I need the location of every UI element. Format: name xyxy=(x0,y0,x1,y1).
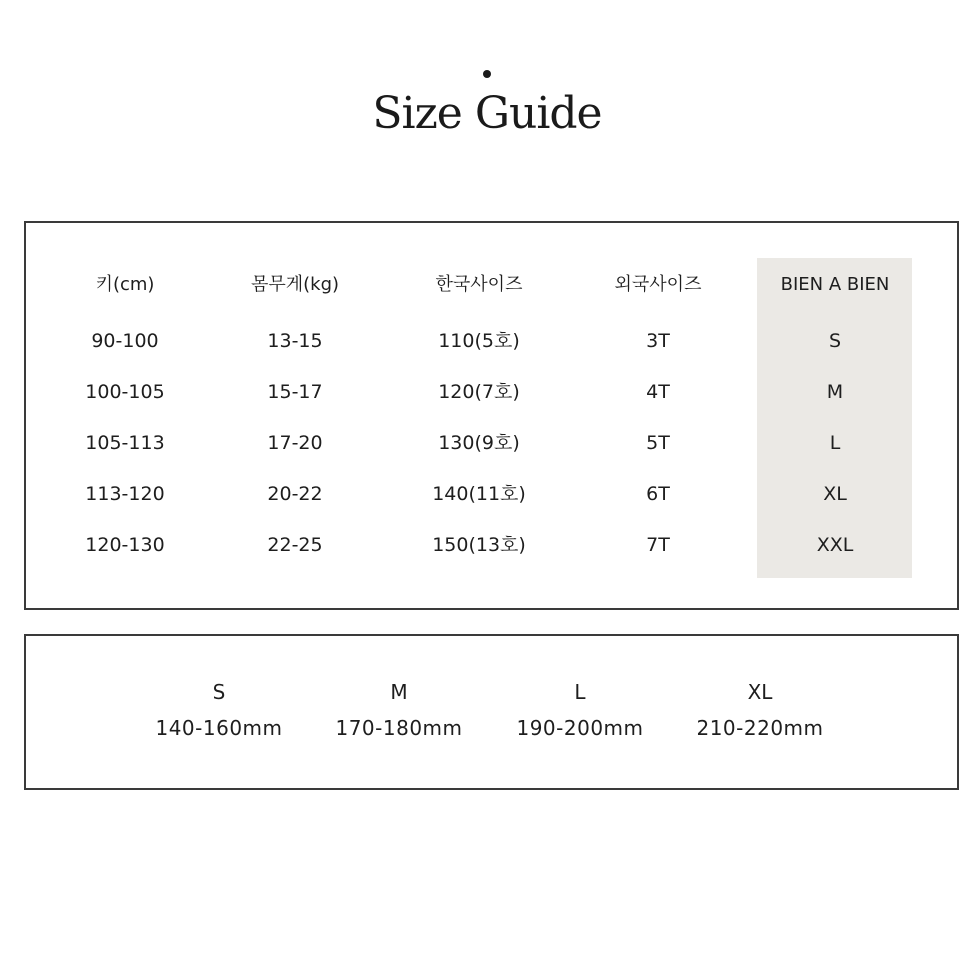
table-cell: XXL xyxy=(816,534,854,556)
table-cell: 7T xyxy=(646,534,670,556)
shoe-size-range: 170-180mm xyxy=(335,716,463,740)
table-cell: 140(11호) xyxy=(432,483,526,505)
shoe-size-label: L xyxy=(574,680,586,704)
table-cell: 110(5호) xyxy=(438,330,520,352)
shoe-size-label: M xyxy=(390,680,408,704)
table-cell: 17-20 xyxy=(267,432,323,454)
header-brand-size: BIEN A BIEN xyxy=(780,274,890,295)
table-cell: 20-22 xyxy=(267,483,323,505)
shoe-size-label: S xyxy=(212,680,226,704)
table-cell: 4T xyxy=(646,381,670,403)
table-cell: 105-113 xyxy=(85,432,165,454)
header-korean-size: 한국사이즈 xyxy=(435,274,523,295)
table-cell: 120(7호) xyxy=(438,381,520,403)
header-height: 키(cm) xyxy=(95,274,155,295)
table-cell: S xyxy=(828,330,842,352)
title-dot xyxy=(483,70,491,78)
page-title: Size Guide xyxy=(372,88,602,139)
shoe-size-range: 140-160mm xyxy=(155,716,283,740)
table-cell: 22-25 xyxy=(267,534,323,556)
table-cell: 15-17 xyxy=(267,381,323,403)
table-cell: XL xyxy=(823,483,847,505)
table-cell: L xyxy=(829,432,841,454)
table-cell: 3T xyxy=(646,330,670,352)
shoe-size-range: 190-200mm xyxy=(516,716,644,740)
shoe-size-label: XL xyxy=(747,680,773,704)
table-cell: 90-100 xyxy=(91,330,159,352)
table-cell: 13-15 xyxy=(267,330,323,352)
shoe-size-range: 210-220mm xyxy=(696,716,824,740)
table-cell: 100-105 xyxy=(85,381,165,403)
table-cell: 130(9호) xyxy=(438,432,520,454)
header-foreign-size: 외국사이즈 xyxy=(614,274,702,295)
shoe-size-panel xyxy=(24,634,959,790)
table-cell: M xyxy=(826,381,844,403)
size-table xyxy=(24,221,959,610)
table-cell: 5T xyxy=(646,432,670,454)
brand-column-highlight xyxy=(757,258,912,578)
header-weight: 몸무게(kg) xyxy=(250,274,340,295)
table-cell: 150(13호) xyxy=(432,534,526,556)
table-cell: 113-120 xyxy=(85,483,165,505)
table-cell: 120-130 xyxy=(85,534,165,556)
table-cell: 6T xyxy=(646,483,670,505)
